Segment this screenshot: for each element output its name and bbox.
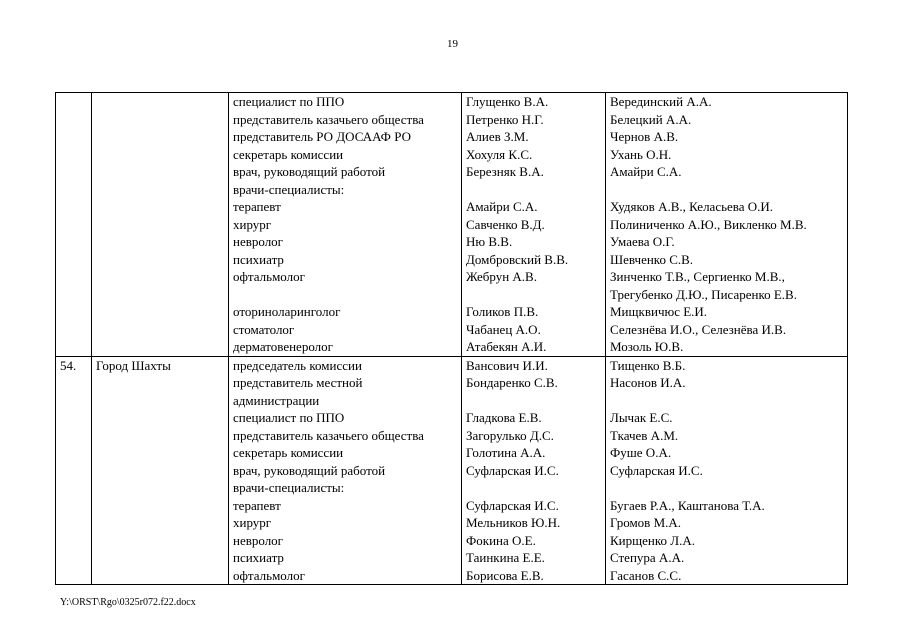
main-member-line: Борисова Е.В. [466,567,544,583]
role-line: невролог [233,234,284,249]
main-member-cell [462,356,606,585]
role-cell [229,356,462,585]
reserve-member-line: Фуше О.А. [610,445,672,460]
role-line: секретарь комиссии [233,146,344,162]
reserve-member-line: Шевченко С.В. [610,251,694,267]
role-line: дерматовенеролог [233,339,333,354]
role-line: стоматолог [233,321,295,337]
page-number: 19 [447,38,458,50]
reserve-member-line: Гасанов С.С. [610,567,682,583]
main-member-line: Гладкова Е.В. [466,410,542,425]
main-member-line: Алиев З.М. [466,129,529,144]
reserve-member-line: Бугаев Р.А., Каштанова Т.А. [610,497,765,513]
main-member-line: Ню В.В. [466,234,513,249]
main-member-line: Жебрун А.В. [466,269,537,284]
role-line: председатель комиссии [233,357,362,373]
reserve-member-line [610,392,847,410]
role-line: офтальмолог [233,269,305,284]
role-line: хирург [233,216,272,232]
main-member-line [466,479,605,497]
table-row [56,93,848,357]
main-member-line: Хохуля К.С. [466,146,533,162]
main-member-line [466,392,605,410]
main-member-line: Суфларская И.С. [466,462,559,478]
role-line: невролог [233,532,284,548]
role-line: терапевт [233,497,281,513]
reserve-member-line: Тищенко В.Б. [610,357,686,373]
reserve-member-line: Громов М.А. [610,515,682,530]
main-member-line: Глущенко В.А. [466,94,549,109]
reserve-member-line: Селезнёва И.О., Селезнёва И.В. [610,321,787,337]
reserve-member-line: Амайри С.А. [610,164,682,179]
reserve-member-line: Умаева О.Г. [610,234,675,249]
main-member-line: Суфларская И.С. [466,497,559,513]
reserve-member-line: Трегубенко Д.Ю., Писаренко Е.В. [610,286,797,302]
reserve-member-line: Верединский А.А. [610,94,712,109]
role-line: хирург [233,515,272,530]
reserve-member-line: Суфларская И.С. [610,462,703,478]
main-member-line: Голотина А.А. [466,445,546,460]
main-member-line: Бондаренко С.В. [466,375,558,390]
city-cell [92,93,229,357]
main-member-line [466,181,605,199]
reserve-member-cell [606,93,848,357]
reserve-member-line: Ухань О.Н. [610,146,672,162]
role-line: специалист по ППО [233,94,345,109]
role-line: психиатр [233,550,284,565]
main-member-line: Савченко В.Д. [466,216,545,232]
table-row [56,356,848,585]
reserve-member-line [610,181,847,199]
role-line: терапевт [233,199,281,214]
city-cell [92,356,229,585]
main-member-line: Таинкина Е.Е. [466,550,545,565]
role-line: специалист по ППО [233,410,345,425]
role-line: врач, руководящий работой [233,462,386,478]
reserve-member-line: Чернов А.В. [610,129,679,144]
main-member-line [466,286,605,304]
row-number-cell [56,93,92,357]
reserve-member-line: Кирщенко Л.А. [610,532,695,548]
city-name [96,93,228,111]
role-line: представитель казачьего общества [233,111,424,127]
role-line: секретарь комиссии [233,445,344,460]
main-member-line: Березняк В.А. [466,164,544,179]
main-member-line: Чабанец А.О. [466,321,541,337]
main-member-line: Атабекян А.И. [466,339,547,354]
city-name: Город Шахты [96,357,171,373]
main-member-line: Домбровский В.В. [466,251,569,267]
role-line: представитель РО ДОСААФ РО [233,129,411,144]
main-member-line: Петренко Н.Г. [466,111,544,127]
role-line: врачи-специалисты: [233,181,345,197]
row-number [60,93,91,111]
reserve-member-line: Мищквичюс Е.И. [610,304,708,319]
role-line: оториноларинголог [233,304,341,319]
role-line: врач, руководящий работой [233,164,386,179]
footer-file-path: Y:\ORST\Rgo\0325r072.f22.docx [60,597,196,608]
main-member-cell [462,93,606,357]
role-line: представитель местной [233,375,363,390]
role-line: представитель казачьего общества [233,427,424,443]
reserve-member-line: Ткачев А.М. [610,427,679,443]
row-number: 54. [60,357,77,373]
role-line: офтальмолог [233,567,305,583]
reserve-member-line: Белецкий А.А. [610,111,692,127]
main-member-line: Голиков П.В. [466,304,539,319]
main-member-line: Амайри С.А. [466,199,538,214]
reserve-member-line [610,479,847,497]
reserve-member-line: Насонов И.А. [610,375,686,390]
role-line [233,286,461,304]
reserve-member-line: Худяков А.В., Келасьева О.И. [610,199,774,214]
role-line: врачи-специалисты: [233,480,345,495]
role-cell [229,93,462,357]
reserve-member-line: Лычак Е.С. [610,410,673,425]
reserve-member-cell [606,356,848,585]
main-member-line: Фокина О.Е. [466,532,536,548]
reserve-member-line: Зинченко Т.В., Сергиенко М.В., [610,269,785,284]
reserve-member-line: Мозоль Ю.В. [610,339,684,354]
main-member-line: Мельников Ю.Н. [466,515,561,530]
main-member-line: Загорулько Д.С. [466,427,554,443]
reserve-member-line: Степура А.А. [610,550,685,565]
role-line: администрации [233,392,320,408]
role-line: психиатр [233,251,284,267]
reserve-member-line: Полиниченко А.Ю., Викленко М.В. [610,216,807,232]
row-number-cell [56,356,92,585]
main-member-line: Вансович И.И. [466,357,548,373]
commission-table [55,92,848,585]
